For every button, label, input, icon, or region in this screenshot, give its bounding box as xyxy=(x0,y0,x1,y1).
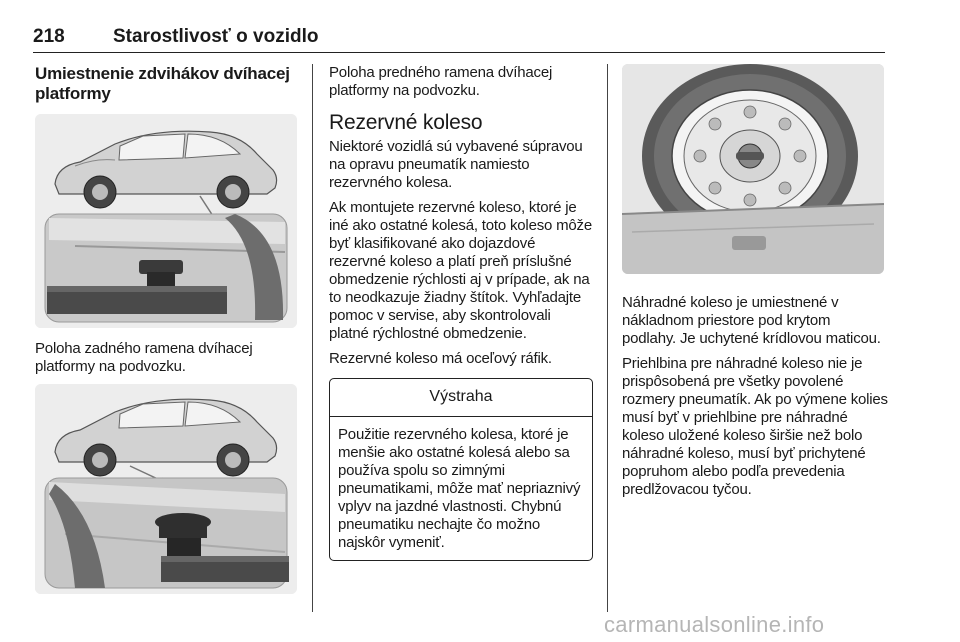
warning-text: Použitie rezervného kolesa, ktoré je menšie ako ostatné kolesá alebo sa používa spolu so zimnými pneumatikami, môže mať nepriaznivý vplyv na jazdné vlastnosti. Chybnú pneumatiku nechajte čo možno najskôr vymeniť. xyxy=(338,426,581,551)
spare-location-para: Náhradné koleso je umiestnené v nákladnom priestore pod krytom podlahy. Je uchytené krídlovou maticou. xyxy=(622,294,881,347)
front-lift-point-illustration xyxy=(35,384,297,594)
lift-points-heading: Umiestnenie zdvihákov dvíhacej platformy xyxy=(35,64,290,103)
front-lift-caption: Poloha predného ramena dvíhacej platformy na podvozku. xyxy=(329,64,553,99)
rear-lift-caption: Poloha zadného ramena dvíhacej platformy na podvozku. xyxy=(35,340,253,375)
column-3 xyxy=(622,64,888,506)
warning-title: Výstraha xyxy=(330,379,592,417)
spare-wheel-heading: Rezervné koleso xyxy=(329,111,483,134)
column-divider-1 xyxy=(312,64,313,612)
spare-wheel-para-3: Rezervné koleso má oceľový ráfik. xyxy=(329,350,552,367)
column-2 xyxy=(329,64,593,561)
spare-wheel-illustration xyxy=(622,64,884,274)
column-divider-2 xyxy=(607,64,608,612)
warning-box xyxy=(329,378,593,561)
spare-wheel-para-1: Niektoré vozidlá sú vybavené súpravou na opravu pneumatík namiesto rezervného kolesa. xyxy=(329,138,583,191)
spare-well-para: Priehlbina pre náhradné koleso nie je prispôsobená pre všetky povolené rozmery pneumatík. Ak po výmene kolies musí byť v priehlbine pre náhradné koleso uložené koleso širšie než bolo náhradné koleso, musí byť prichytené popruhom alebo podľa prevedenia predlžovacou tyčou. xyxy=(622,355,888,498)
page-header xyxy=(33,26,885,53)
watermark: carmanualsonline.info xyxy=(604,612,825,637)
page-title: Starostlivosť o vozidlo xyxy=(113,26,319,47)
page-number: 218 xyxy=(33,26,65,47)
rear-lift-point-illustration xyxy=(35,114,297,328)
column-1 xyxy=(35,64,297,594)
spare-wheel-para-2: Ak montujete rezervné koleso, ktoré je iné ako ostatné kolesá, toto koleso môže byť klasifikované ako dojazdové rezervné koleso a platí preň príslušné obmedzenie rýchlosti aj v prípade, ak na to neodkazuje žiadny štítok. Vyhľadajte pomoc v servise, aby skontrolovali platné rýchlostné obmedzenie. xyxy=(329,199,592,342)
